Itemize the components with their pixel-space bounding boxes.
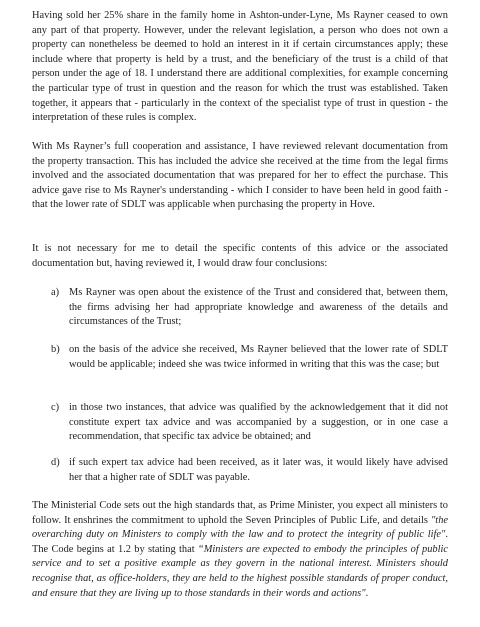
ministerial-code-quote-2: “Ministers are expected to embody the principles of public service and to set a positive example as they govern in the national interest. Ministers should recognise that, as office-holders, they are held to the highest possible standards of proper conduct, and ensure that they are living up to those standards in their words and actions" xyxy=(32,543,448,599)
conclusion-text: in those two instances, that advice was qualified by the acknowledgement that it did not constitute expert tax advice and was accompanied by a suggestion, or in one case a recommendation, that specific tax advice be obtained; and xyxy=(69,402,448,443)
paragraph-four-conclusions: It is not necessary for me to detail the specific contents of this advice or the associated documentation but, having reviewed it, I would draw four conclusions: xyxy=(32,243,448,269)
paragraph-ministerial-code xyxy=(32,499,448,601)
ministerial-code-text-3: . xyxy=(365,587,369,599)
conclusion-item-d xyxy=(51,456,448,485)
ministerial-code-text-1: The Ministerial Code sets out the high standards that, as Prime Minister, you expect all ministers to follow. It enshrines the commitment to uphold the Seven Principles of Public Life, and details xyxy=(32,500,448,526)
list-marker: c) xyxy=(51,402,60,413)
paragraph-documentation-review: With Ms Rayner’s full cooperation and assistance, I have reviewed relevant documentation from the property transaction. This has included the advice she received at the time from the legal firms involved and the associated documentation that was prepared for her to effect the purchase. This advice gave rise to Ms Rayner's understanding - which I consider to have been held in good faith - that the lower rate of SDLT was applicable when purchasing the property in Hove. xyxy=(32,141,448,211)
ministerial-code-quote-1: "the overarching duty on Ministers to comply with the law and to protect the integrity of public life" xyxy=(32,514,448,541)
conclusion-text: Ms Rayner was open about the existence of the Trust and considered that, between them, the firms advising her had appropriate knowledge and awareness of the details and circumstances of the Trust; xyxy=(69,287,448,328)
conclusion-text: if such expert tax advice had been received, as it later was, it would likely have advised her that a higher rate of SDLT was payable. xyxy=(69,457,448,483)
conclusion-item-a xyxy=(51,286,448,330)
list-marker: a) xyxy=(51,287,60,298)
paragraph-trust-interest: Having sold her 25% share in the family home in Ashton-under-Lyne, Ms Rayner ceased to own any part of that property. However, under the relevant legislation, a person who does not own a property can nonetheless be deemed to hold an interest in it if certain circumstances apply; these include where that property is held by a trust, and the beneficiary of the trust is a child of that person under the age of 18. I understand there are additional complexities, for example concerning the particular type of trust in question and the reason for which the trust was established. Taken together, it appears that - particularly in the context of the specialist type of trust in question - the interpretation of these rules is complex. xyxy=(32,10,448,124)
ministerial-code-text-2: . The Code begins at 1.2 by stating that xyxy=(32,529,448,555)
list-marker: d) xyxy=(51,457,60,468)
list-marker: b) xyxy=(51,344,60,355)
conclusion-text: on the basis of the advice she received, Ms Rayner believed that the lower rate of SDLT would be applicable; indeed she was twice informed in writing that this was the case; but xyxy=(69,344,448,370)
conclusion-item-b xyxy=(51,343,448,372)
conclusion-item-c xyxy=(51,401,448,445)
